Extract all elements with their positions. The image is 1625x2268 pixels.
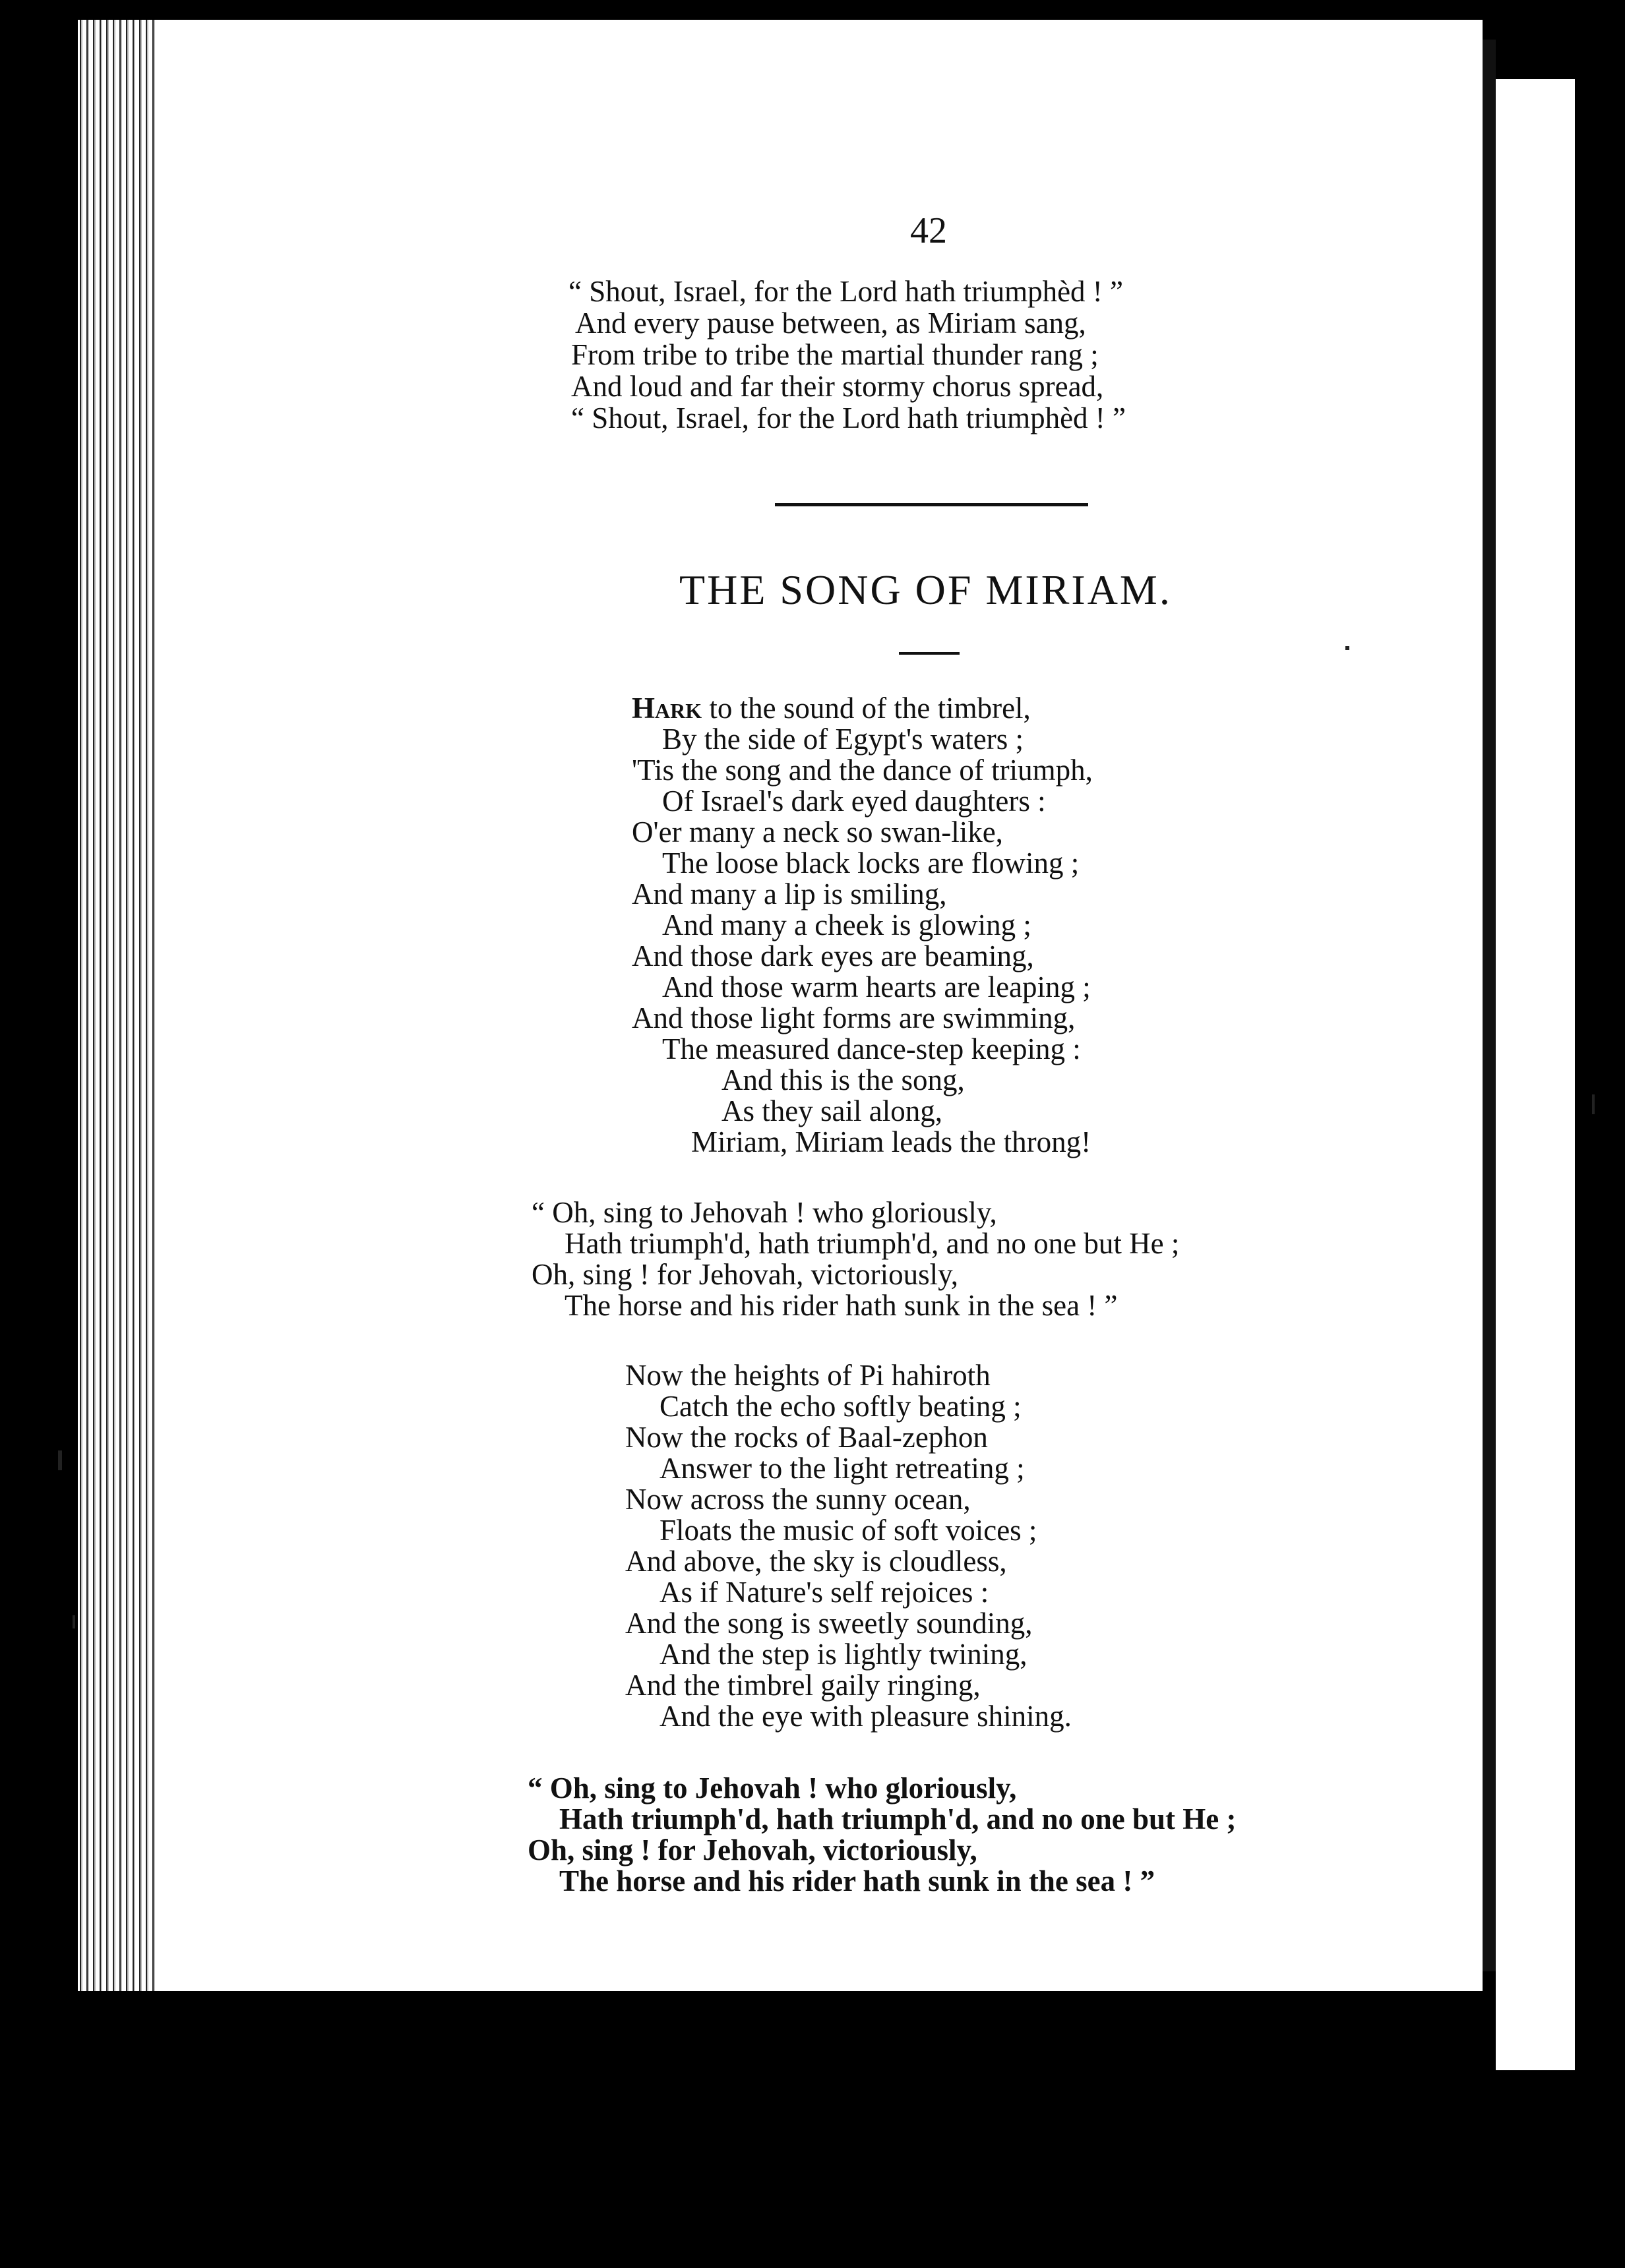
verse-line: Now across the sunny ocean,: [625, 1483, 971, 1516]
verse-line: The loose black locks are flowing ;: [662, 847, 1080, 880]
verse-line: And every pause between, as Miriam sang,: [575, 307, 1086, 340]
facing-page-edge: [1496, 79, 1575, 2070]
scan-mark: [73, 1615, 75, 1628]
verse-line: And above, the sky is cloudless,: [625, 1545, 1007, 1578]
scan-mark: [1345, 646, 1349, 650]
verse-line: Catch the echo softly beating ;: [659, 1390, 1022, 1423]
verse-line: Now the heights of Pi hahiroth: [625, 1359, 991, 1392]
verse-line: And those warm hearts are leaping ;: [662, 970, 1091, 1003]
verse-line: “ Shout, Israel, for the Lord hath triumphèd ! ”: [571, 402, 1126, 434]
section-divider: [775, 503, 1088, 506]
title-rule: [899, 652, 960, 655]
verse-line: Miriam, Miriam leads the throng!: [691, 1125, 1091, 1158]
verse-line: Now the rocks of Baal-zephon: [625, 1421, 988, 1454]
verse-line: And those light forms are swimming,: [632, 1001, 1076, 1034]
verse-line: And loud and far their stormy chorus spread,: [571, 370, 1104, 403]
verse-line: And this is the song,: [721, 1063, 965, 1096]
verse-line: [632, 694, 1031, 723]
verse-line: The horse and his rider hath sunk in the sea ! ”: [565, 1289, 1118, 1322]
verse-line: And the song is sweetly sounding,: [625, 1607, 1033, 1640]
verse-line: Answer to the light retreating ;: [659, 1452, 1025, 1485]
verse-line: Oh, sing ! for Jehovah, victoriously,: [528, 1834, 977, 1866]
scan-mark: [58, 1450, 62, 1470]
verse-line: And those dark eyes are beaming,: [632, 940, 1034, 972]
page-number: 42: [910, 210, 947, 251]
verse-line: Of Israel's dark eyed daughters :: [662, 785, 1046, 818]
verse-line: “ Oh, sing to Jehovah ! who gloriously,: [528, 1772, 1017, 1805]
verse-line: And many a cheek is glowing ;: [662, 909, 1031, 941]
verse-line: The horse and his rider hath sunk in the sea ! ”: [559, 1865, 1155, 1897]
verse-line: Floats the music of soft voices ;: [659, 1514, 1037, 1547]
verse-line: By the side of Egypt's waters ;: [662, 723, 1024, 756]
verse-line-rest: to the sound of the timbrel,: [702, 692, 1031, 725]
verse-line: And many a lip is smiling,: [632, 878, 947, 910]
verse-line: 'Tis the song and the dance of triumph,: [632, 754, 1093, 787]
drop-word: Hark: [632, 692, 702, 725]
verse-line: And the step is lightly twining,: [659, 1638, 1027, 1671]
verse-line: Hath triumph'd, hath triumph'd, and no one but He ;: [565, 1227, 1180, 1260]
binding-shadow: [1483, 40, 1496, 1971]
scan-mark: [1592, 1094, 1595, 1114]
verse-line: And the eye with pleasure shining.: [659, 1700, 1072, 1733]
verse-line: And the timbrel gaily ringing,: [625, 1669, 981, 1702]
book-page-edges: [78, 20, 157, 1991]
verse-line: From tribe to tribe the martial thunder rang ;: [571, 338, 1099, 371]
verse-line: As they sail along,: [721, 1094, 942, 1127]
poem-title: THE SONG OF MIRIAM.: [679, 566, 1172, 613]
verse-line: As if Nature's self rejoices :: [659, 1576, 989, 1609]
verse-line: O'er many a neck so swan-like,: [632, 816, 1003, 849]
verse-line: “ Shout, Israel, for the Lord hath triumphèd ! ”: [568, 275, 1124, 308]
verse-line: Hath triumph'd, hath triumph'd, and no one but He ;: [559, 1803, 1237, 1835]
verse-line: “ Oh, sing to Jehovah ! who gloriously,: [532, 1196, 997, 1229]
verse-line: Oh, sing ! for Jehovah, victoriously,: [532, 1258, 958, 1291]
verse-line: The measured dance-step keeping :: [662, 1032, 1081, 1065]
